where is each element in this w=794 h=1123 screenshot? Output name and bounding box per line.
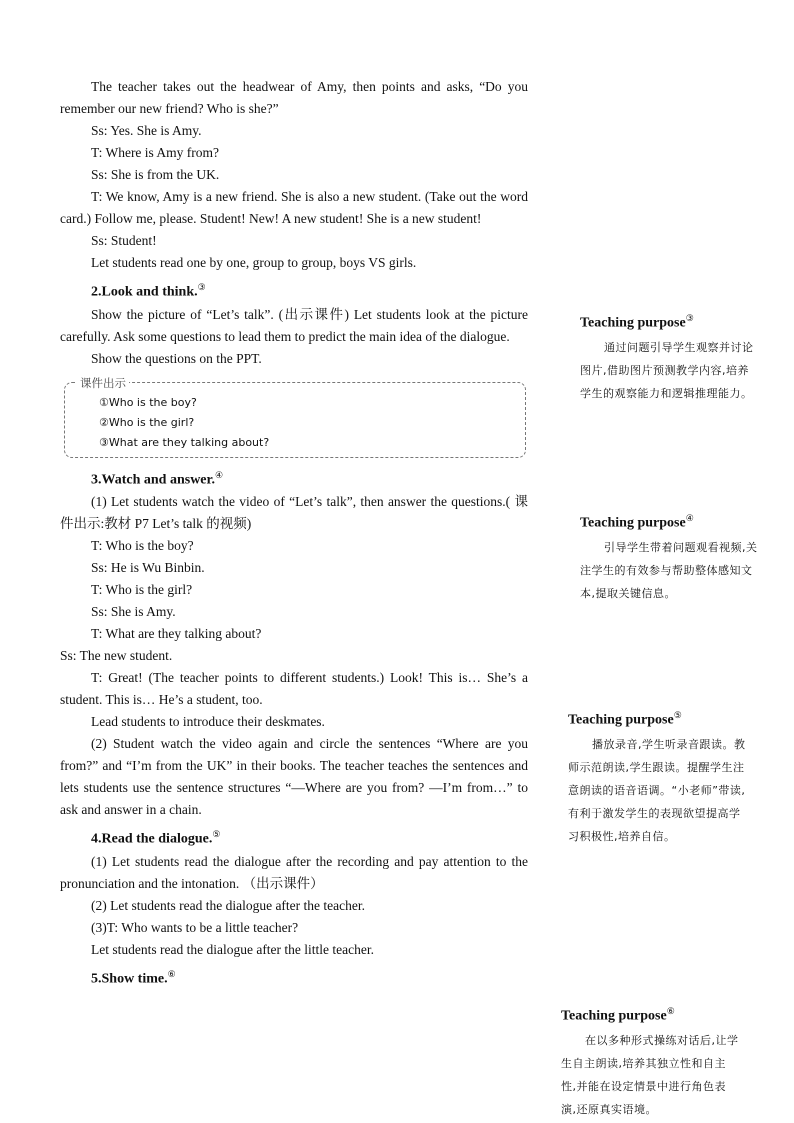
paragraph: Show the questions on the PPT. [91, 350, 262, 366]
question-item: ③What are they talking about? [99, 435, 270, 449]
paragraph: (3)T: Who wants to be a little teacher? [91, 919, 299, 935]
paragraph: (1) Let students read the dialogue after the recording and pay attention to the pronunciation and the intonation. （出示课件） [60, 853, 528, 891]
note-title: Teaching purpose⑤ [568, 710, 682, 728]
note-title: Teaching purpose③ [580, 313, 694, 331]
dialogue-line: Ss: The new student. [60, 648, 173, 664]
note-body: 通过问题引导学生观察并讨论图片,借助图片预测教学内容,培养学生的观察能力和逻辑推理能力。 [580, 340, 754, 400]
note-title: Teaching purpose⑥ [561, 1006, 675, 1024]
section-heading-show-time: 5.Show time.⑥ [91, 968, 176, 987]
question-item: ②Who is the girl? [99, 415, 195, 429]
footnote-mark: ③ [197, 282, 206, 292]
footnote-mark: ⑤ [212, 829, 221, 840]
dialogue-line: T: Who is the boy? [91, 538, 194, 554]
dialogue-line: Ss: Yes. She is Amy. [91, 123, 202, 138]
dialogue-line: T: What are they talking about? [91, 626, 262, 642]
footnote-mark: ④ [214, 469, 224, 480]
note-body: 引导学生带着问题观看视频,关注学生的有效参与帮助整体感知文本,提取关键信息。 [580, 540, 758, 600]
paragraph: (2) Let students read the dialogue after the teacher. [91, 897, 366, 913]
section-heading-read-dialogue: 4.Read the dialogue.⑤ [91, 829, 221, 847]
section-heading-watch-and-answer: 3.Watch and answer.④ [91, 469, 224, 488]
paragraph: Let students read the dialogue after the little teacher. [91, 941, 375, 957]
dialogue-line: T: Who is the girl? [91, 582, 193, 598]
dialogue-line: T: We know, Amy is a new friend. She is also a new student. (Take out the word card.) Follow me, please. Student! New! A new student! She is a new student! [60, 189, 528, 226]
paragraph: Show the picture of “Let’s talk”. (出示课件) Let students look at the picture carefully. Ask some questions to lead them to predict the main idea of the dialogue. [60, 306, 528, 344]
question-list [99, 393, 269, 453]
courseware-label: 课件出示 [77, 375, 129, 391]
paragraph: The teacher takes out the headwear of Amy, then points and asks, “Do you remember our new friend? Who is she?” [60, 79, 528, 116]
dialogue-line: Ss: Student! [91, 233, 157, 248]
teaching-purpose-note [568, 705, 746, 848]
teaching-purpose-note [561, 1001, 739, 1121]
paragraph: Let students read one by one, group to group, boys VS girls. [91, 255, 417, 270]
dialogue-line: Ss: She is from the UK. [91, 167, 220, 182]
dialogue-line: T: Great! (The teacher points to different students.) Look! This is… She’s a student. This is… He’s a student, too. [60, 670, 528, 708]
courseware-box [64, 375, 526, 458]
dialogue-line: Ss: She is Amy. [91, 604, 176, 620]
paragraph: (1) Let students watch the video of “Let’s talk”, then answer the questions.( 课件出示:教材 P7 Let’s talk 的视频) [60, 494, 528, 532]
note-body: 播放录音,学生听录音跟读。教师示范朗读,学生跟读。提醒学生注意朗读的语音语调。“小老师”带读,有利于激发学生的表现欲望提高学习积极性,培养自信。 [568, 737, 746, 843]
footnote-mark: ⑥ [167, 968, 176, 979]
teaching-purpose-note [580, 508, 758, 605]
note-body: 在以多种形式操练对话后,让学生自主朗读,培养其独立性和自主性,并能在设定情景中进行角色表演,还原真实语境。 [561, 1033, 739, 1116]
dialogue-line: Ss: He is Wu Binbin. [91, 560, 205, 576]
note-title: Teaching purpose④ [580, 513, 694, 531]
lesson-body [60, 76, 528, 991]
question-item: ①Who is the boy? [99, 395, 197, 409]
paragraph: (2) Student watch the video again and circle the sentences “Where are you from?” and “I’m from the UK” in their books. The teacher teaches the sentences and lets students use the sentence structures “—Where are you from? —I’m from…” to ask and answer in a chain. [60, 736, 528, 818]
section-heading-look-and-think: 2.Look and think.③ [91, 282, 206, 300]
dialogue-line: T: Where is Amy from? [91, 145, 220, 160]
paragraph: Lead students to introduce their deskmates. [91, 714, 325, 730]
teaching-purpose-note [580, 308, 758, 405]
